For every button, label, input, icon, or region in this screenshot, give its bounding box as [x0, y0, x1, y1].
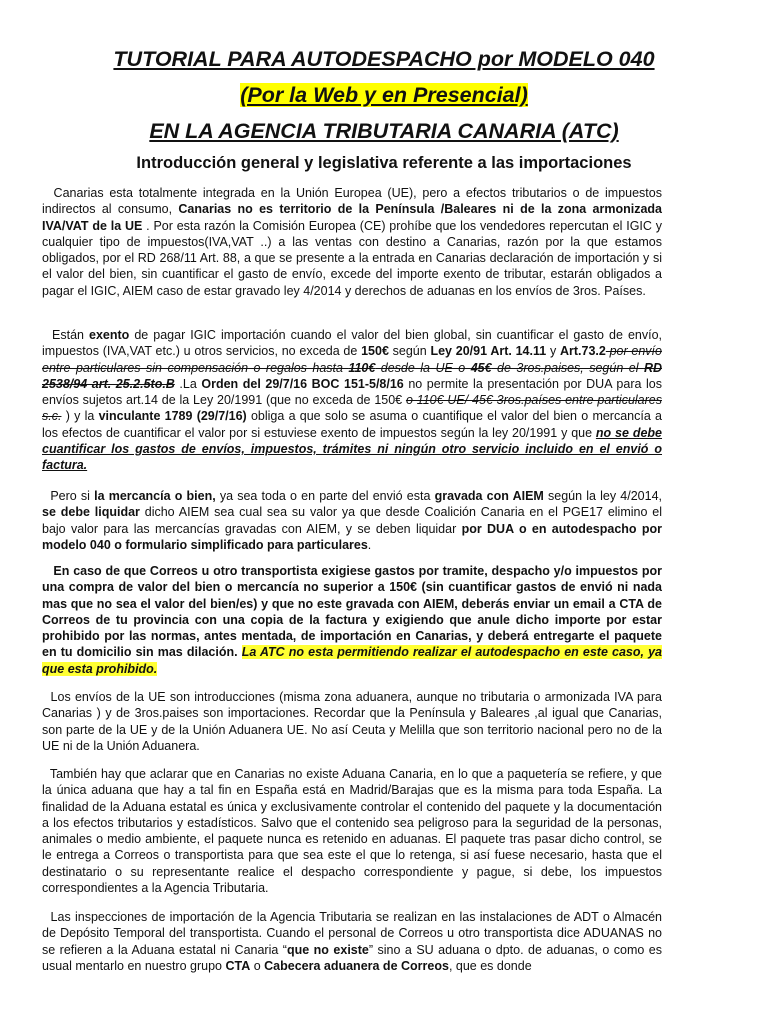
- paragraph-4: En caso de que Correos u otro transportista exigiese gastos por tramite, despacho y/o impuestos por una compra de valor del bien o mercancía no superior a 150€ (sin cuantificar gastos de envió ni nada mas que no sea el valor del bien/es) y que no este gravada con AIEM, deberás enviar un email a CTA de Correos de tu provincia con una copia de la factura y exigiendo que anule dicho importe por estar prohibido por las normas, antes mentada, de importación en Canarias, y deberá entregarte el paquete en tu domicilio sin mas dilación. La ATC no esta permitiendo realizar el autodespacho en este caso, ya que esta prohibido.: [42, 564, 662, 676]
- section-heading: Introducción general y legislativa referente a las importaciones: [136, 154, 632, 172]
- document-title-web: [0, 82, 768, 108]
- paragraph-2: Están exento de pagar IGIC importación cuando el valor del bien global, sin cuantificar el gasto de envío, impuestos (IVA,VAT etc.) u otros servicios, no exceda de 150€ según Ley 20/91 Art. 14.11 y Art.73.2 por envío entre particulares sin compensación o regalos hasta 110€ desde la UE o 45€ de 3ros.paises, según el RD 2538/94 art. 25.2.5to.B .La Orden del 29/7/16 BOC 151-5/8/16 no permite la presentación por DUA para los envíos sujetos art.14 de la Ley 20/1991 (que no exceda de 150€ o 110€ UE/ 45€ 3ros.países entre particulares s.c. ) y la vinculante 1789 (29/7/16) obliga a que solo se asuma o cuantifique el valor del bien o mercancía a los efectos de cuantificar el valor por si estuviese exento de impuestos según la ley 20/1991 y que no se debe cuantificar los gastos de envíos, impuestos, trámites ni ningún otro servicio incluido en el envió o factura.: [42, 328, 663, 473]
- paragraph-6: También hay que aclarar que en Canarias no existe Aduana Canaria, en lo que a paquetería se refiere, y que la única aduana que hay a tal fin en España está en Madrid/Barajas que es la misma para toda España. La finalidad de la Aduana estatal es única y exclusivamente controlar el contenido del paquete y la documentación a los efectos tributarios y estadísticos. Salvo que el contenido sea peligroso para la seguridad de la personas, animales o medio ambiente, el paquete nunca es retenido en aduanas. El paquete tras pasar dicho control, se le entrega a Correos o transportista para que sea este el que lo retenga, si así fuese necesario, hasta que el destinatario o su representante realice el despacho correspondiente y pague, si debe, los impuestos correspondientes a la Agencia Tributaria.: [42, 767, 662, 896]
- document-title-atc: EN LA AGENCIA TRIBUTARIA CANARIA (ATC): [149, 119, 619, 143]
- highlighted-title: (Por la Web y en Presencial): [240, 83, 528, 107]
- paragraph-7: Las inspecciones de importación de la Agencia Tributaria se realizan en las instalaciones de ADT o Almacén de Depósito Temporal del transportista. Cuando el personal de Correos u otro transportista dice ADUANAS no se refieren a la Aduana estatal ni Canaria “que no existe” sino a SU aduana o dpto. de aduanas, o como es usual mentarlo en nuestro grupo CTA o Cabecera aduanera de Correos, que es donde: [42, 910, 663, 973]
- document-title: TUTORIAL PARA AUTODESPACHO por MODELO 040: [113, 47, 655, 71]
- paragraph-5: Los envíos de la UE son introducciones (misma zona aduanera, aunque no tributaria o armonizada IVA para Canarias ) y de 3ros.paises son importaciones. Recordar que la Península y Baleares ,al igual que Canarias, son parte de la UE y de la Unión Aduanera UE. No así Ceuta y Melilla que son territorio nacional pero no de la UE ni de la Unión Aduanera.: [42, 690, 662, 753]
- paragraph-1: Canarias esta totalmente integrada en la Unión Europea (UE), pero a efectos tributarios o de impuestos indirectos al consumo, Canarias no es territorio de la Península /Baleares ni de la zona armonizada IVA/VAT de la UE . Por esta razón la Comisión Europea (CE) prohíbe que los vendedores repercutan el IGIC y cualquier tipo de impuestos(IVA,VAT ..) a las ventas con destino a Canarias, razón por la que estamos obligados, por el RD 268/11 Art. 88, a que se presente a la entrada en Canarias declaración de importación y si el valor del bien, sin cuantificar el gasto de envío, excede del importe exento de tributar, estarán obligados a pagar el IGIC, AIEM caso de estar gravado ley 4/2014 y derechos de aduanas en los envíos de 3ros. Países.: [42, 186, 663, 298]
- paragraph-3: Pero si la mercancía o bien, ya sea toda o en parte del envió esta gravada con AIEM según la ley 4/2014, se debe liquidar dicho AIEM sea cual sea su valor ya que desde Coalición Canaria en el PGE17 elimino el bajo valor para las mercancías gravadas con AIEM, y se deben liquidar por DUA o en autodespacho por modelo 040 o formulario simplificado para particulares.: [42, 489, 662, 552]
